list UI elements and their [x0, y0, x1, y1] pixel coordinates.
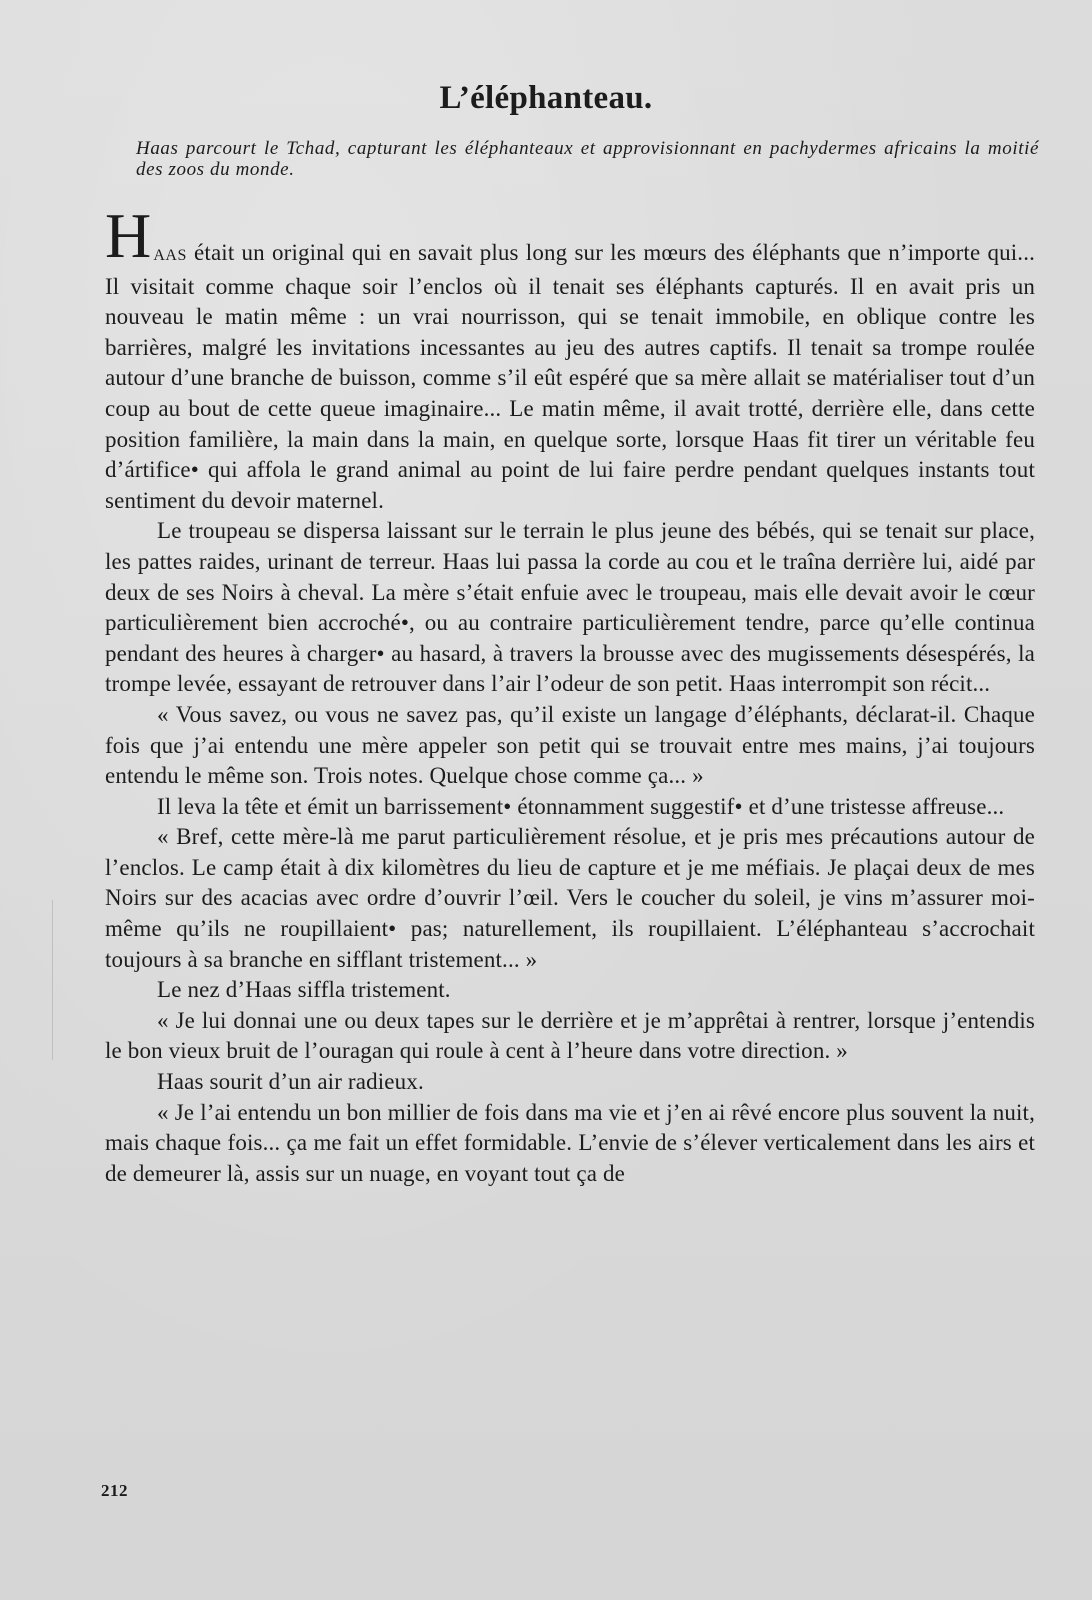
paragraph-5: « Bref, cette mère-là me parut particulièrement résolue, et je pris mes précautions autour de l’enclos. Le camp était à dix kilomètres du lieu de capture et je me méfiais. Je plaçai deux de mes Noirs sur des acacias avec ordre d’ouvrir l’œil. Vers le coucher du soleil, je vins m’assurer moi-même qu’ils ne roupillaient• pas; naturellement, ils roupillaient. L’éléphanteau s’accrochait toujours à sa branche en sifflant tristement... » — [105, 824, 1035, 972]
paragraph-4: Il leva la tête et émit un barrissement• étonnamment suggestif• et d’une tristesse affreuse... — [157, 793, 1005, 819]
paragraph-3: « Vous savez, ou vous ne savez pas, qu’il existe un langage d’éléphants, déclarat-il. Chaque fois que j’ai entendu une mère appeler son petit qui se trouvait entre mes mains, j’ai toujours entendu le même son. Trois notes. Quelque chose comme ça... » — [105, 701, 1035, 789]
paragraph-2: Le troupeau se dispersa laissant sur le terrain le plus jeune des bébés, qui se tenait sur place, les pattes raides, urinant de terreur. Haas lui passa la corde au cou et le traîna derrière lui, aidé par deux de ses Noirs à cheval. La mère s’était enfuie avec le troupeau, mais elle devait avoir le cœur particulièrement bien accroché•, ou au contraire particulièrement tendre, parce qu’elle continua pendant des heures à charger• au hasard, à travers la brousse avec des mugissements désespérés, la trompe levée, essayant de retrouver dans l’air l’odeur de son petit. Haas interrompit son récit... — [105, 518, 1035, 697]
small-caps-lead: AAS — [153, 247, 187, 264]
drop-cap: H — [105, 200, 152, 271]
paragraph-7: « Je lui donnai une ou deux tapes sur le derrière et je m’apprêtai à rentrer, lorsque j’entendis le bon vieux bruit de l’ouragan qui roule à cent à l’heure dans votre direction. » — [105, 1007, 1035, 1064]
paragraph-6: Le nez d’Haas siffla tristement. — [157, 977, 451, 1003]
paragraph-9: « Je l’ai entendu un bon millier de fois dans ma vie et j’en ai rêvé encore plus souvent la nuit, mais chaque fois... ça me fait un effet formidable. L’envie de s’élever verticalement dans les airs et de demeurer là, assis sur un nuage, en voyant tout ça de — [105, 1099, 1035, 1186]
chapter-title: L’éléphanteau. — [439, 80, 653, 117]
page-number: 212 — [101, 1481, 128, 1500]
intro-summary: Haas parcourt le Tchad, capturant les éléphanteaux et approvisionnant en pachydermes africains la moitié des zoos du monde. — [136, 138, 1039, 180]
body-text — [105, 200, 1035, 1189]
paragraph-8: Haas sourit d’un air radieux. — [157, 1069, 424, 1095]
paragraph-1-text: était un original qui en savait plus long sur les mœurs des éléphants que n’importe qui... Il visitait comme chaque soir l’enclos où il tenait ses éléphants capturés. Il en avait pris un nouveau le matin même : un vrai nourrisson, qui se tenait immobile, en oblique contre les barrières, malgré les invitations incessantes au jeu des autres captifs. Il tenait sa trompe roulée autour d’une branche de buisson, comme s’il eût espéré que sa mère allait se matérialiser tout d’un coup au bout de cette queue imaginaire... Le matin même, il avait trotté, derrière elle, dans cette position familière, la main dans la main, en quelque sorte, lorsque Haas fit tirer un véritable feu d’ártifice• qui affola le grand animal au point de lui faire perdre pendant quelques instants tout sentiment du devoir maternel. — [105, 240, 1035, 513]
scan-crease — [52, 900, 53, 1060]
paragraph-1 — [105, 200, 1035, 516]
